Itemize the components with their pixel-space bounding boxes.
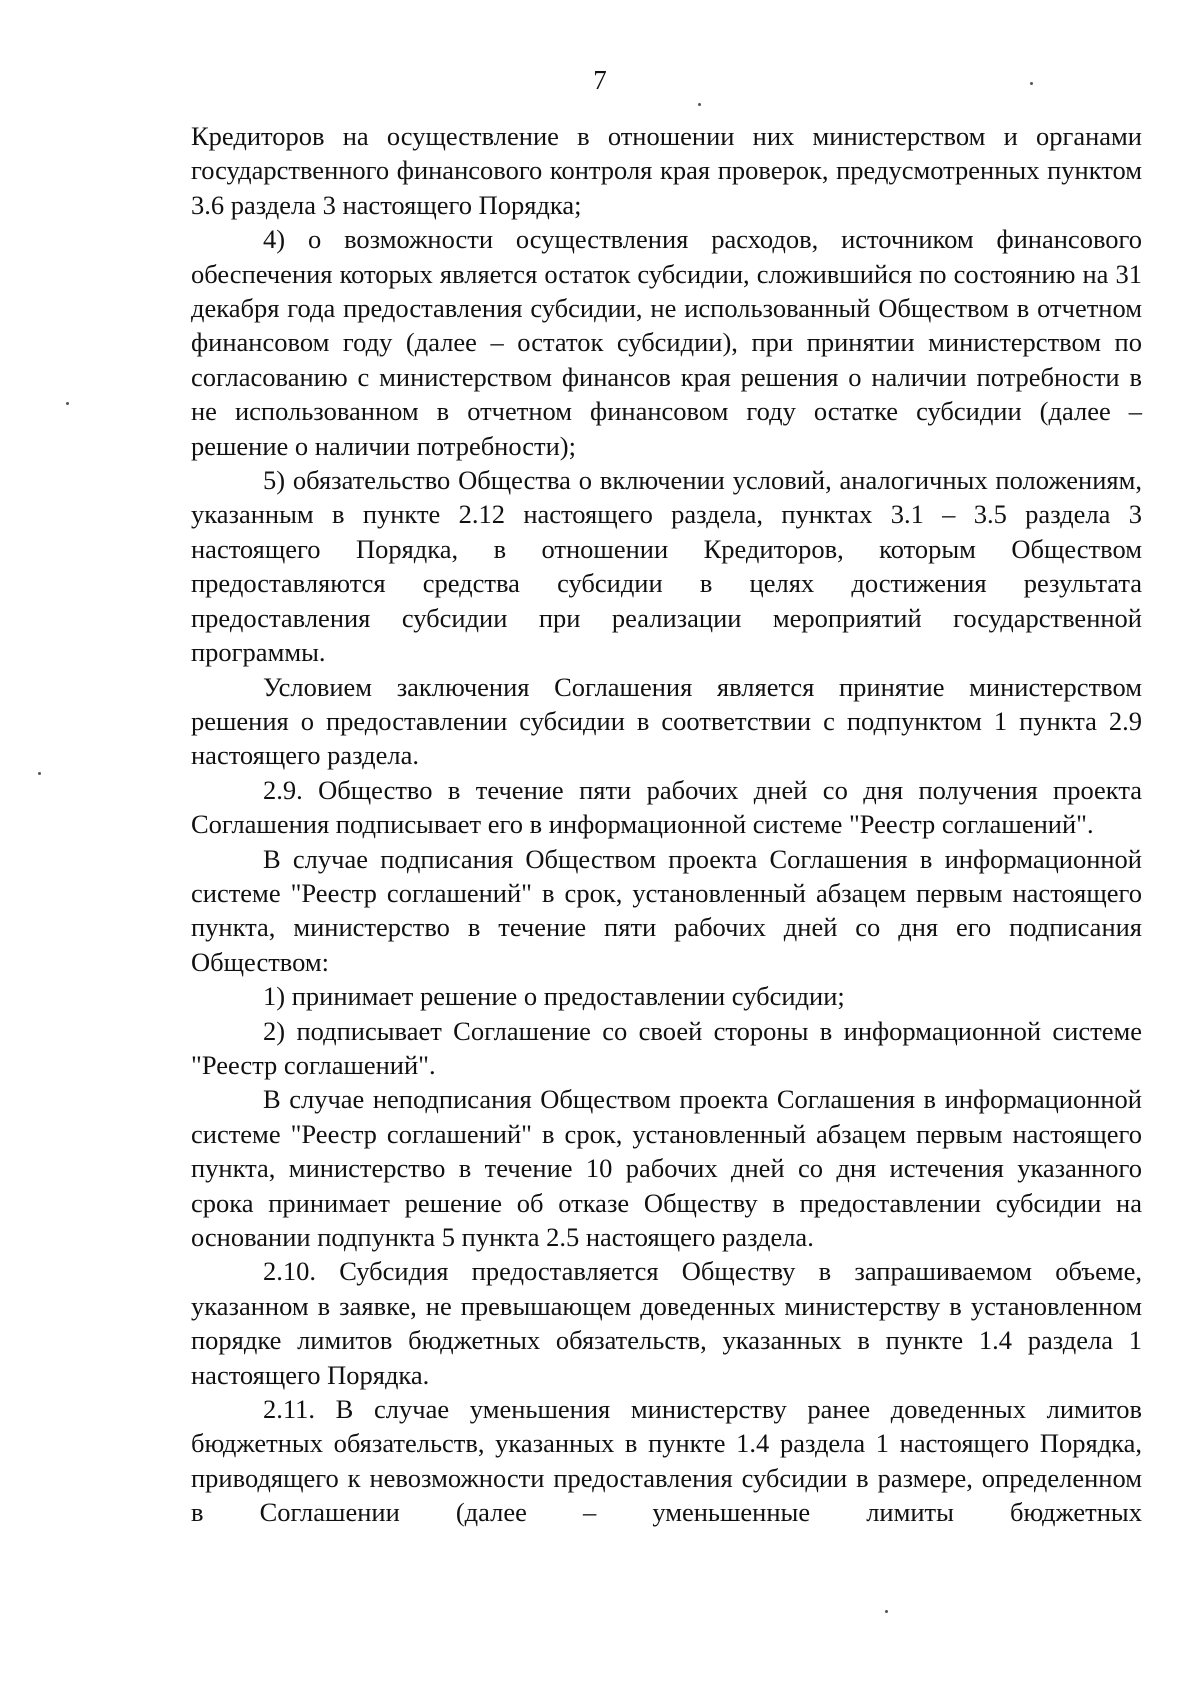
- paragraph: 4) о возможности осуществления расходов, источником финансового обеспечения которых является остаток субсидии, сложившийся по состоянию на 31 декабря года предоставления субсидии, не использованный Обществом в отчетном финансовом году (далее – остаток субсидии), при принятии министерством по согласованию с министерством финансов края решения о наличии потребности в не использованном в отчетном финансовом году остатке субсидии (далее – решение о наличии потребности);: [191, 224, 1142, 461]
- paragraph: 1) принимает решение о предоставлении субсидии;: [263, 981, 845, 1012]
- scan-speck: [38, 772, 41, 775]
- paragraph: 2) подписывает Соглашение со своей стороны в информационной системе "Реестр соглашений".: [191, 1015, 1142, 1080]
- document-body: [191, 119, 1142, 1530]
- page-number: 7: [593, 65, 607, 95]
- paragraph: 2.11. В случае уменьшения министерству ранее доведенных лимитов бюджетных обязательств, указанных в пункте 1.4 раздела 1 настоящего Порядка, приводящего к невозможности предоставления субсидии в размере, определенном в Соглашении (далее – уменьшенные лимиты бюджетных: [191, 1394, 1142, 1528]
- scan-speck: [1030, 82, 1033, 85]
- paragraph: 2.10. Субсидия предоставляется Обществу в запрашиваемом объеме, указанном в заявке, не превышающем доведенных министерству в установленном порядке лимитов бюджетных обязательств, указанных в пункте 1.4 раздела 1 настоящего Порядка.: [191, 1256, 1142, 1390]
- paragraph: Условием заключения Соглашения является принятие министерством решения о предоставлении субсидии в соответствии с подпунктом 1 пункта 2.9 настоящего раздела.: [191, 671, 1142, 771]
- scan-speck: [698, 103, 701, 106]
- paragraph: 5) обязательство Общества о включении условий, аналогичных положениям, указанным в пункте 2.12 настоящего раздела, пунктах 3.1 – 3.5 раздела 3 настоящего Порядка, в отношении Кредиторов, которым Обществом предоставляются средства субсидии в целях достижения результата предоставления субсидии при реализации мероприятий государственной программы.: [191, 465, 1142, 668]
- scan-speck: [66, 402, 69, 405]
- paragraph: Кредиторов на осуществление в отношении них министерством и органами государственного финансового контроля края проверок, предусмотренных пунктом 3.6 раздела 3 настоящего Порядка;: [191, 121, 1142, 220]
- paragraph: В случае неподписания Обществом проекта Соглашения в информационной системе "Реестр соглашений" в срок, установленный абзацем первым настоящего пункта, министерство в течение 10 рабочих дней со дня истечения указанного срока принимает решение об отказе Обществу в предоставлении субсидии на основании подпункта 5 пункта 2.5 настоящего раздела.: [191, 1084, 1142, 1252]
- paragraph: В случае подписания Обществом проекта Соглашения в информационной системе "Реестр соглашений" в срок, установленный абзацем первым настоящего пункта, министерство в течение пяти рабочих дней со дня его подписания Обществом:: [191, 843, 1142, 977]
- scan-speck: [885, 1610, 888, 1613]
- paragraph: 2.9. Общество в течение пяти рабочих дней со дня получения проекта Соглашения подписывает его в информационной системе "Реестр соглашений".: [191, 774, 1142, 840]
